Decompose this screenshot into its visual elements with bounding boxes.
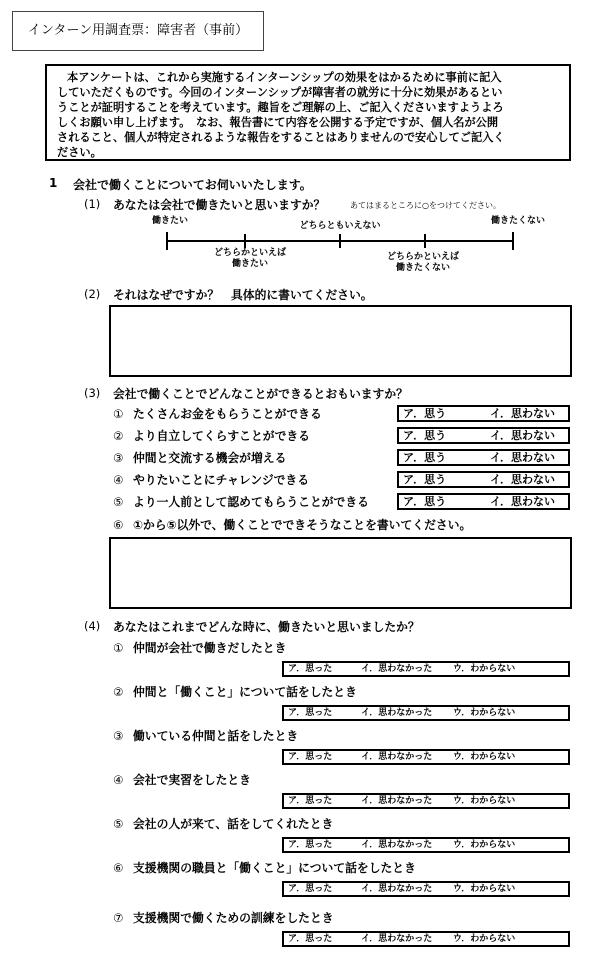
- scale-tick[interactable]: [512, 232, 514, 250]
- item-text: 仲間が会社で働きだしたとき: [133, 641, 287, 655]
- q4-item: [113, 815, 333, 832]
- item-text: 会社の人が来て、話をしてくれたとき: [133, 817, 334, 831]
- choice-no[interactable]: イ．思わない: [490, 495, 556, 508]
- q3-choice-box[interactable]: [397, 427, 570, 444]
- choice-unknown[interactable]: ウ．わからない: [453, 664, 516, 674]
- item-number: ⑥: [113, 518, 124, 532]
- q3-choice-box[interactable]: [397, 449, 570, 466]
- choice-yes[interactable]: ア．思う: [403, 407, 447, 420]
- item-text: ①から⑤以外で、働くことでできそうなことを書いてください。: [133, 518, 472, 532]
- choice-yes[interactable]: ア．思った: [288, 884, 333, 894]
- choice-no[interactable]: イ．思わなかった: [361, 752, 433, 762]
- q1-text: あなたは会社で働きたいと思いますか？: [113, 198, 326, 212]
- choice-no[interactable]: イ．思わない: [490, 473, 556, 486]
- choice-no[interactable]: イ．思わない: [490, 451, 556, 464]
- item-text: より自立してくらすことができる: [133, 429, 310, 443]
- q3-choice-box[interactable]: [397, 493, 570, 510]
- intro-line: されること、個人が特定されるような報告をすることはありませんので安心してご記入く: [57, 131, 505, 144]
- q4-item: [113, 859, 416, 876]
- q3-choice-box[interactable]: [397, 471, 570, 488]
- item-number: ⑤: [113, 495, 124, 509]
- q3-item: [113, 471, 309, 488]
- scale-label-right: 働きたくない: [490, 216, 545, 226]
- item-text: 支援機関で働くための訓練をしたとき: [133, 911, 334, 925]
- choice-unknown[interactable]: ウ．わからない: [453, 840, 516, 850]
- q3-item: [113, 493, 369, 510]
- scale-tick[interactable]: [166, 232, 168, 250]
- choice-unknown[interactable]: ウ．わからない: [453, 934, 516, 944]
- item-text: 仲間と交流する機会が増える: [133, 451, 287, 465]
- form-title: インターン用調査票：障害者（事前）: [12, 11, 264, 51]
- q3-item-6: [113, 516, 471, 533]
- item-number: ⑤: [113, 817, 124, 831]
- q4-item: [113, 683, 357, 700]
- choice-yes[interactable]: ア．思った: [288, 708, 333, 718]
- q4-choice-box[interactable]: [282, 837, 570, 853]
- q3-text: 会社で働くことでどんなことができるとおもいますか？: [113, 387, 408, 401]
- item-text: 会社で実習をしたとき: [133, 773, 251, 787]
- choice-no[interactable]: イ．思わなかった: [361, 840, 433, 850]
- q3-number: (3): [84, 386, 101, 400]
- choice-no[interactable]: イ．思わない: [490, 407, 556, 420]
- scale-label-left: 働きたい: [151, 216, 188, 226]
- item-number: ③: [113, 451, 124, 465]
- choice-unknown[interactable]: ウ．わからない: [453, 884, 516, 894]
- item-number: ③: [113, 729, 124, 743]
- scale-label-mid-right: [368, 252, 478, 274]
- q1-number: (1): [84, 197, 101, 211]
- scale-label-center: どちらともいえない: [299, 221, 381, 231]
- choice-no[interactable]: イ．思わなかった: [361, 664, 433, 674]
- q3-answer-box[interactable]: [109, 537, 572, 609]
- choice-no[interactable]: イ．思わなかった: [361, 934, 433, 944]
- intro-notice: [45, 64, 571, 161]
- q3-choice-box[interactable]: [397, 405, 570, 422]
- choice-no[interactable]: イ．思わなかった: [361, 884, 433, 894]
- choice-yes[interactable]: ア．思う: [403, 451, 447, 464]
- q1-note: あてはまるところに○をつけてください。: [350, 201, 501, 210]
- scale-tick[interactable]: [424, 234, 426, 248]
- scale-label-mid-right-2: 働きたくない: [395, 263, 450, 273]
- item-number: ②: [113, 685, 124, 699]
- choice-no[interactable]: イ．思わなかった: [361, 708, 433, 718]
- item-number: ⑥: [113, 861, 124, 875]
- choice-yes[interactable]: ア．思った: [288, 796, 333, 806]
- intro-line: 本アンケートは、これから実施するインターンシップの効果をはかるために事前に記入: [67, 71, 502, 84]
- intro-line: しくお願い申し上げます。 なお、報告書にて内容を公開する予定ですが、個人名が公開: [57, 116, 499, 129]
- scale-tick[interactable]: [244, 234, 246, 248]
- q4-item: [113, 771, 251, 788]
- intro-line: ださい。: [57, 146, 102, 159]
- q4-choice-box[interactable]: [282, 931, 570, 947]
- scale-label-mid-left-1: どちらかといえば: [213, 248, 286, 258]
- choice-unknown[interactable]: ウ．わからない: [453, 708, 516, 718]
- q4-choice-box[interactable]: [282, 705, 570, 721]
- item-text: より一人前として認めてもらうことができる: [133, 495, 369, 509]
- choice-yes[interactable]: ア．思った: [288, 664, 333, 674]
- item-number: ⑦: [113, 911, 124, 925]
- item-number: ④: [113, 473, 124, 487]
- q4-choice-box[interactable]: [282, 793, 570, 809]
- scale-tick[interactable]: [339, 234, 341, 248]
- item-number: ①: [113, 407, 124, 421]
- q4-choice-box[interactable]: [282, 881, 570, 897]
- choice-yes[interactable]: ア．思う: [403, 495, 447, 508]
- choice-no[interactable]: イ．思わない: [490, 429, 556, 442]
- choice-unknown[interactable]: ウ．わからない: [453, 796, 516, 806]
- q4-number: (4): [84, 619, 101, 633]
- q4-choice-box[interactable]: [282, 749, 570, 765]
- q3-item: [113, 449, 286, 466]
- q3-item: [113, 405, 322, 422]
- q2-number: (2): [84, 287, 101, 301]
- q2-text: それはなぜですか？ 具体的に書いてください。: [113, 288, 373, 302]
- section-title: 会社で働くことについてお伺いいたします。: [73, 178, 312, 192]
- q4-item: [113, 639, 286, 656]
- choice-yes[interactable]: ア．思う: [403, 429, 447, 442]
- item-number: ④: [113, 773, 124, 787]
- choice-yes[interactable]: ア．思った: [288, 840, 333, 850]
- choice-yes[interactable]: ア．思う: [403, 473, 447, 486]
- intro-line: していただくものです。今回のインターンシップが障害者の就労に十分に効果があるとい: [57, 86, 503, 99]
- choice-yes[interactable]: ア．思った: [288, 934, 333, 944]
- item-text: たくさんお金をもらうことができる: [133, 407, 322, 421]
- q4-text: あなたはこれまでどんな時に、働きたいと思いましたか？: [113, 620, 420, 634]
- q4-choice-box[interactable]: [282, 661, 570, 677]
- intro-line: うことが証明することを考えています。趣旨をご理解の上、ご記入くださいますようよろ: [57, 101, 504, 114]
- item-number: ①: [113, 641, 124, 655]
- scale-label-mid-right-1: どちらかといえば: [386, 252, 459, 262]
- scale-label-mid-left: [195, 248, 305, 270]
- q2-answer-box[interactable]: [109, 305, 572, 377]
- q4-item: [113, 727, 298, 744]
- q3-item: [113, 427, 310, 444]
- item-number: ②: [113, 429, 124, 443]
- item-text: 仲間と「働くこと」について話をしたとき: [133, 685, 357, 699]
- scale-label-mid-left-2: 働きたい: [231, 259, 268, 269]
- choice-unknown[interactable]: ウ．わからない: [453, 752, 516, 762]
- item-text: 支援機関の職員と「働くこと」について話をしたとき: [133, 861, 416, 875]
- item-text: やりたいことにチャレンジできる: [133, 473, 310, 487]
- choice-yes[interactable]: ア．思った: [288, 752, 333, 762]
- choice-no[interactable]: イ．思わなかった: [361, 796, 433, 806]
- q4-item: [113, 909, 334, 926]
- item-text: 働いている仲間と話をしたとき: [133, 729, 299, 743]
- section-number: 1: [49, 176, 58, 190]
